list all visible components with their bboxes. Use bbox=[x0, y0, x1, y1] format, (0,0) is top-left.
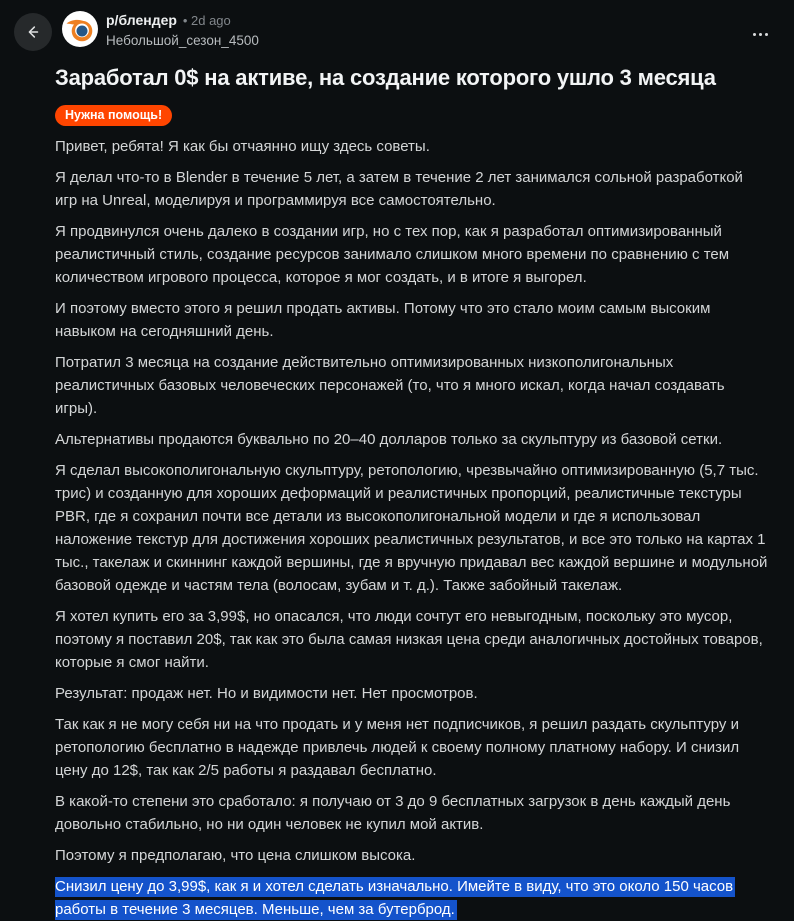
post-paragraph: Я делал что-то в Blender в течение 5 лет, а затем в течение 2 лет занимался сольной разработкой игр на Unreal, моделируя и программируя все самостоятельно. bbox=[55, 169, 743, 210]
post-paragraph: Так как я не могу себя ни на что продать и у меня нет подписчиков, я решил раздать скульптуру и ретопологию бесплатно в надежде привлечь людей к своему полному платному набору. И снизил цену до 12$, так как 2/5 работы я раздавал бесплатно. bbox=[55, 716, 740, 780]
post-paragraph: Я сделал высокополигональную скульптуру, ретопологию, чрезвычайно оптимизированную (5,7 тыс. трис) и созданную для хороших деформаций и реалистичных пропорций, реалистичные текстуры PBR, где я сохранил почти все детали из высокополигональной модели и где я использовал наложение текстур для достижения хороших реалистичных результатов, и все это только на картах 1 тыс., такелаж и скиннинг каждой вершины, где я вручную придавал вес каждой вершине и модульной базовой одежде и частям тела (волосам, зубам и т. д.). Также забойный такелаж. bbox=[55, 462, 768, 595]
post-header bbox=[14, 10, 770, 51]
blender-logo-icon bbox=[62, 11, 98, 47]
post-paragraph: Привет, ребята! Я как бы отчаянно ищу здесь советы. bbox=[55, 138, 430, 156]
post-paragraph: И поэтому вместо этого я решил продать активы. Потому что это стало моим самым высоким навыком на сегодняшний день. bbox=[55, 300, 711, 341]
post-paragraph-highlighted bbox=[55, 875, 768, 921]
arrow-left-icon bbox=[24, 23, 42, 41]
post-paragraph: Потратил 3 месяца на создание действительно оптимизированных низкополигональных реалистичных базовых человеческих персонажей (то, что я много искал, когда начал создавать игры). bbox=[55, 354, 725, 418]
post-body bbox=[55, 135, 768, 921]
selected-text: Снизил цену до 3,99$, как я и хотел сделать изначально. Имейте в виду, что это около 150 часов работы в течение 3 месяцев. Меньше, чем за бутерброд. bbox=[55, 878, 734, 919]
overflow-menu-button[interactable] bbox=[751, 16, 770, 47]
post-flair-badge[interactable]: Нужна помощь! bbox=[55, 105, 172, 126]
post-paragraph: Поэтому я предполагаю, что цена слишком высока. bbox=[55, 847, 416, 865]
post-paragraph: В какой-то степени это сработало: я получаю от 3 до 9 бесплатных загрузок в день каждый день довольно стабильно, но ни один человек не купил мой актив. bbox=[55, 793, 731, 834]
post-paragraph: Альтернативы продаются буквально по 20–40 долларов только за скульптуру из базовой сетки. bbox=[55, 431, 723, 449]
post-paragraph: Я продвинулся очень далеко в создании игр, но с тех пор, как я разработал оптимизированный реалистичный стиль, создание ресурсов занимало слишком много времени по сравнению с тем количеством игрового процесса, которое я мог создать, и в итоге я выгорел. bbox=[55, 223, 730, 287]
subreddit-avatar[interactable] bbox=[62, 11, 98, 47]
back-button[interactable] bbox=[14, 13, 52, 51]
post-title: Заработал 0$ на активе, на создание которого ушло 3 месяца bbox=[55, 65, 716, 90]
ellipsis-icon bbox=[753, 33, 768, 36]
post-author[interactable]: Небольшой_сезон_4500 bbox=[106, 32, 259, 48]
post-meta bbox=[106, 10, 259, 49]
post-meta-line bbox=[106, 12, 259, 30]
post-timestamp: • 2d ago bbox=[182, 13, 231, 28]
post-paragraph: Результат: продаж нет. Но и видимости нет. Нет просмотров. bbox=[55, 685, 478, 703]
subreddit-name[interactable]: р/блендер bbox=[106, 12, 177, 28]
post-paragraph: Я хотел купить его за 3,99$, но опасался, что люди сочтут его невыгодным, поскольку это мусор, поэтому я поставил 20$, так как это была самая низкая цена среди аналогичных достойных товаров, которые я смог найти. bbox=[55, 608, 763, 672]
post-paragraphs bbox=[55, 135, 768, 867]
post-content bbox=[14, 64, 770, 921]
